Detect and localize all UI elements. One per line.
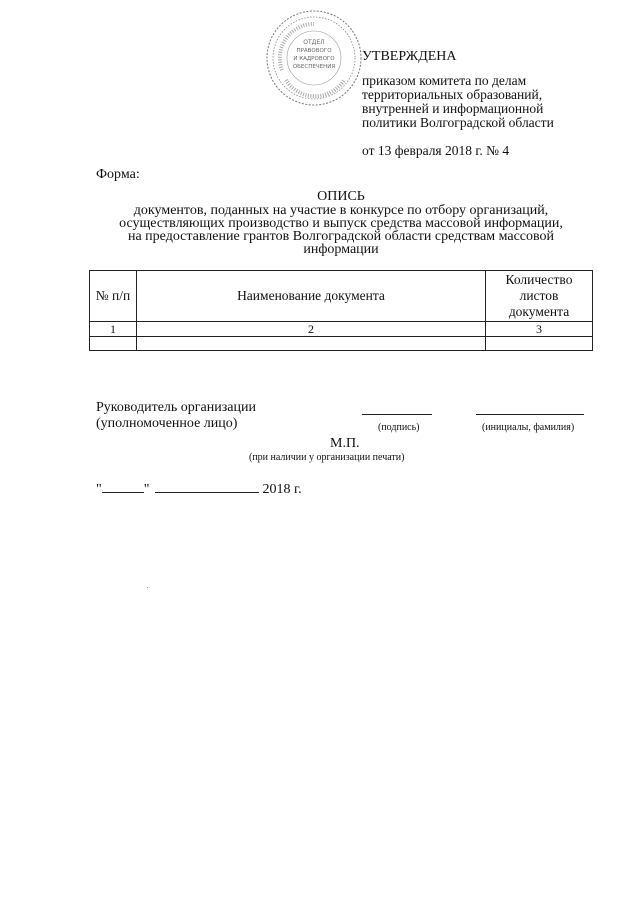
- month-blank: [155, 492, 259, 493]
- name-caption: (инициалы, фамилия): [482, 422, 575, 433]
- title-main: ОПИСЬ: [317, 189, 365, 204]
- seal-note: (при наличии у организации печати): [249, 452, 405, 463]
- signature-label-line-1: Руководитель организации: [96, 400, 256, 415]
- inventory-table: [89, 270, 593, 351]
- svg-text:И КАДРОВОГО: И КАДРОВОГО: [293, 56, 335, 62]
- table-cell: [90, 337, 137, 351]
- signature-line: [362, 414, 432, 415]
- approval-date: от 13 февраля 2018 г. № 4: [362, 143, 510, 158]
- subtitle-line-4: информации: [303, 242, 379, 257]
- table-header-row: [90, 271, 593, 322]
- seal-label: М.П.: [330, 436, 360, 451]
- table-cell: [137, 337, 486, 351]
- quote-open: ": [96, 482, 102, 497]
- svg-text:ОТДЕЛ: ОТДЕЛ: [303, 39, 325, 46]
- name-line: [476, 414, 584, 415]
- approval-line-3: внутренней и информационной: [362, 101, 544, 116]
- approval-line-1: приказом комитета по делам: [362, 73, 527, 88]
- round-stamp: [264, 8, 364, 108]
- header-document-name: Наименование документа: [137, 271, 486, 322]
- header-sheet-count: Количество листов документа: [486, 271, 593, 322]
- signature-label-line-2: (уполномоченное лицо): [96, 416, 238, 431]
- subtitle-line-2: осуществляющих производство и выпуск средства массовой информации,: [119, 216, 563, 231]
- day-blank: [102, 492, 144, 493]
- subtitle-line-1: документов, поданных на участие в конкурсе по отбору организаций,: [133, 203, 549, 218]
- subtitle-line-3: на предоставление грантов Волгоградской области средствам массовой: [127, 229, 555, 244]
- table-cell: [486, 337, 593, 351]
- form-label: Форма:: [96, 167, 140, 182]
- approval-block: [362, 50, 602, 158]
- column-number-1: 1: [90, 322, 137, 337]
- svg-text:ПРАВОВОГО: ПРАВОВОГО: [296, 48, 332, 54]
- table-row: [90, 337, 593, 351]
- scan-speck: [147, 587, 148, 588]
- signature-caption: (подпись): [378, 422, 420, 433]
- approval-line-2: территориальных образований,: [362, 87, 543, 102]
- svg-text:ОБЕСПЕЧЕНИЯ: ОБЕСПЕЧЕНИЯ: [292, 64, 336, 70]
- signature-label: [96, 400, 256, 432]
- year-text: 2018 г.: [262, 482, 302, 497]
- approval-heading: УТВЕРЖДЕНА: [362, 49, 457, 64]
- column-number-3: 3: [486, 322, 593, 337]
- document-title: [96, 190, 586, 256]
- quote-close: ": [143, 482, 150, 497]
- approval-line-4: политики Волгоградской области: [362, 115, 554, 130]
- column-number-2: 2: [137, 322, 486, 337]
- table-row: [90, 322, 593, 337]
- header-number: № п/п: [90, 271, 137, 322]
- date-line: [96, 482, 302, 498]
